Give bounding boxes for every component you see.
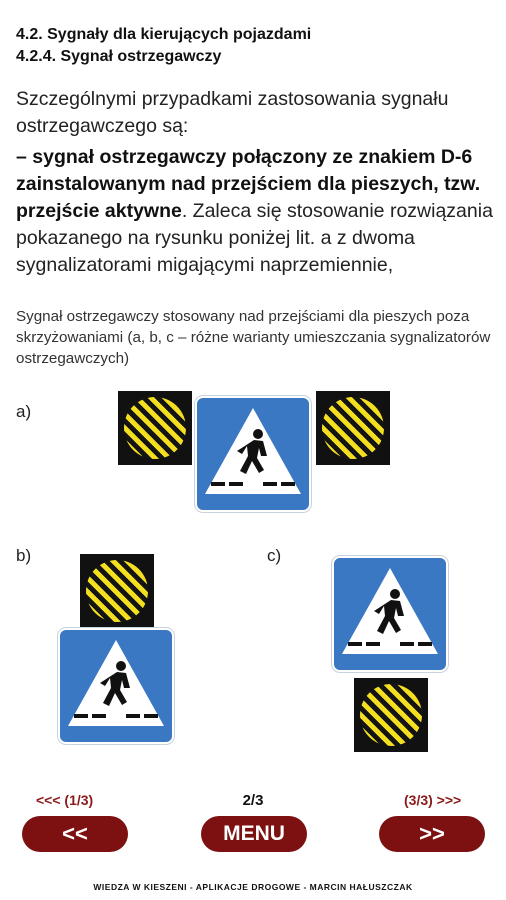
- pedestrian-crossing-icon: [60, 630, 172, 742]
- warning-lamp-disk: [322, 397, 384, 459]
- pedestrian-crossing-icon: [197, 398, 309, 510]
- pedestrian-crossing-sign-c: [332, 556, 448, 672]
- figure-caption: Sygnał ostrzegawczy stosowany nad przejściami dla pieszych poza skrzyżowaniami (a, b, c – różne warianty umieszczania sygnalizatorów ostrzegawczych): [16, 308, 491, 367]
- warning-lamp-a-right: [316, 391, 390, 465]
- warning-lamp-b: [80, 554, 154, 628]
- next-page-link[interactable]: (3/3) >>>: [404, 792, 462, 808]
- pedestrian-crossing-icon: [334, 558, 446, 670]
- body-text: [16, 144, 496, 279]
- next-button[interactable]: >>: [379, 816, 485, 852]
- subsection-title: 4.2.4. Sygnał ostrzegawczy: [16, 48, 222, 65]
- prev-button[interactable]: <<: [22, 816, 128, 852]
- figure-c-label: c): [267, 546, 282, 565]
- warning-lamp-disk: [360, 684, 422, 746]
- pedestrian-crossing-sign-b: [58, 628, 174, 744]
- warning-lamp-c: [354, 678, 428, 752]
- pedestrian-crossing-sign-a: [195, 396, 311, 512]
- figure-a-label: a): [16, 402, 32, 421]
- header: [16, 24, 496, 68]
- body-bold-text: – sygnał ostrzegawczy połączony ze znakiem D-6 zainstalowanym nad przejściem dla pieszych, tzw. przejście aktywne: [16, 146, 481, 222]
- prev-page-link[interactable]: <<< (1/3): [36, 792, 94, 808]
- warning-lamp-disk: [124, 397, 186, 459]
- menu-button[interactable]: MENU: [201, 816, 307, 852]
- body-normal-text: . Zaleca się stosowanie rozwiązania pokazanego na rysunku poniżej lit. a z dwoma sygnalizatorami migającymi naprzemiennie,: [16, 200, 493, 276]
- page-indicator: 2/3: [242, 792, 264, 809]
- warning-lamp-disk: [86, 560, 148, 622]
- intro-text: Szczególnymi przypadkami zastosowania sygnału ostrzegawczego są:: [16, 88, 449, 137]
- section-title: 4.2. Sygnały dla kierujących pojazdami: [16, 26, 312, 43]
- footer-credits: WIEDZA W KIESZENI - APLIKACJE DROGOWE - MARCIN HAŁUSZCZAK: [93, 882, 413, 892]
- figure-b-label: b): [16, 546, 32, 565]
- warning-lamp-a-left: [118, 391, 192, 465]
